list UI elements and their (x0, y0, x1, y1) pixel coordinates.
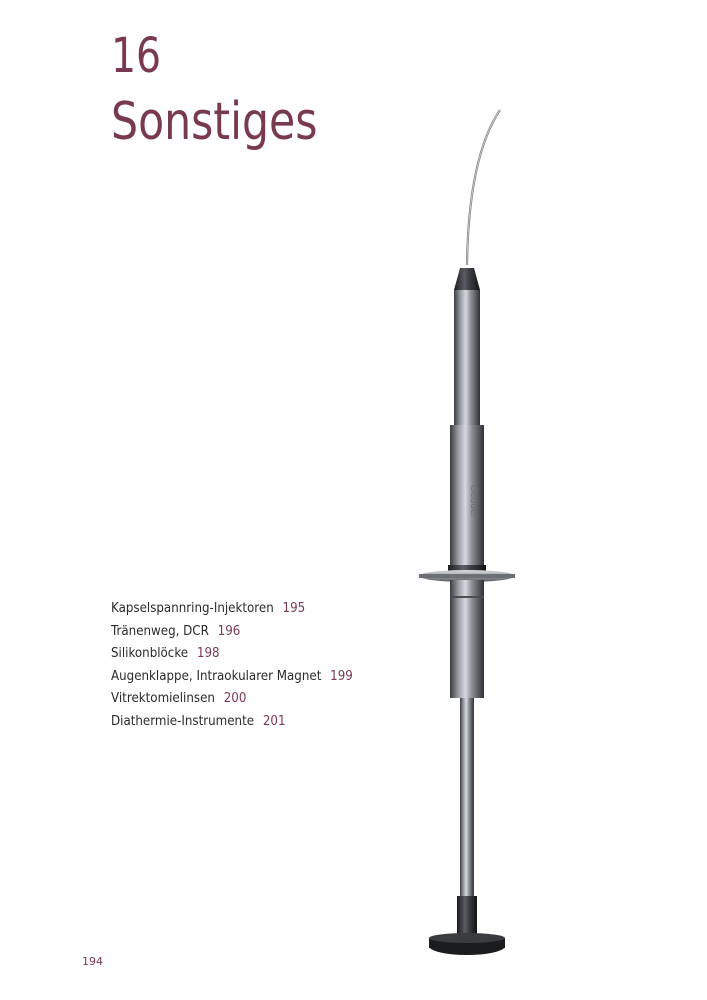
toc-item-page: 201 (262, 712, 286, 729)
toc-item-diathermie-instrumente[interactable] (111, 710, 353, 733)
toc-item-label: Tränenweg, DCR (111, 622, 209, 639)
toc-item-kapselspannring-injektoren[interactable] (111, 597, 353, 620)
toc-item-label: Silikonblöcke (111, 645, 189, 662)
toc-item-page: 200 (223, 690, 247, 707)
svg-text:Geuder: Geuder (468, 485, 478, 519)
toc-item-silikonbloecke[interactable] (111, 642, 353, 665)
chapter-number: 16 (111, 28, 162, 84)
toc-item-label: Vitrektomielinsen (111, 690, 215, 707)
toc-item-page: 198 (196, 645, 220, 662)
table-of-contents (111, 597, 386, 733)
toc-item-label: Diathermie-Instrumente (111, 712, 255, 729)
toc-item-page: 196 (217, 622, 241, 639)
toc-item-page: 195 (282, 600, 306, 616)
toc-item-traenenweg-dcr[interactable] (111, 620, 353, 643)
toc-item-page: 199 (330, 667, 353, 684)
chapter-title: Sonstiges (111, 92, 318, 152)
page-number: 194 (82, 955, 103, 968)
toc-item-label: Augenklappe, Intraokularer Magnet (111, 667, 322, 684)
toc-item-augenklappe-magnet[interactable] (111, 665, 353, 688)
toc-item-vitrektomielinsen[interactable] (111, 687, 353, 710)
toc-item-label: Kapselspannring-Injektoren (111, 600, 274, 616)
brand-engraving (468, 485, 478, 518)
surgical-instrument-image (410, 100, 530, 970)
